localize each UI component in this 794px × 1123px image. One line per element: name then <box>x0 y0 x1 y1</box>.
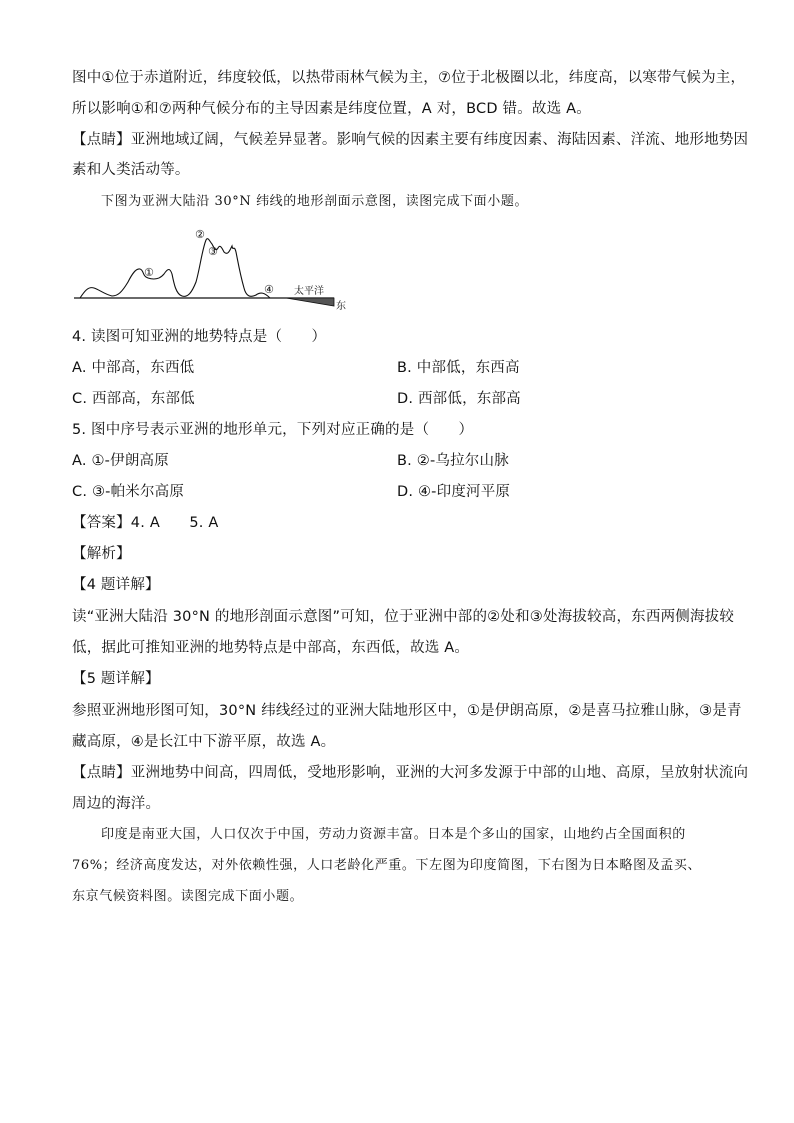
question-5-option-d[interactable]: D. ④-印度河平原 <box>397 484 511 500</box>
question-4-option-b[interactable]: B. 中部低，东西高 <box>397 360 520 376</box>
previous-tip-line-1: 【点睛】亚洲地域辽阔，气候差异显著。影响气候的因素主要有纬度因素、海陆因素、洋流、地形地势因 <box>72 132 749 148</box>
pacific-ocean-label: 太平洋 <box>294 286 324 297</box>
next-intro-line-1: 印度是南亚大国，人口仅次于中国，劳动力资源丰富。日本是个多山的国家，山地约占全国面积的 <box>101 827 686 842</box>
pacific-ocean-wedge <box>286 298 334 306</box>
marker-3: ③ <box>208 245 218 258</box>
question-5-detail-line-1: 参照亚洲地形图可知，30°N 纬线经过的亚洲大陆地形区中，①是伊朗高原，②是喜马拉雅山脉，③是青 <box>72 703 742 719</box>
terrain-profile-figure <box>72 222 362 314</box>
marker-2: ② <box>195 228 205 241</box>
question-4-option-c[interactable]: C. 西部高，东部低 <box>72 391 195 407</box>
question-4-detail-line-2: 低，据此可推知亚洲的地势特点是中部高，东西低，故选 A。 <box>72 640 470 656</box>
next-intro-line-3: 东京气候资料图。读图完成下面小题。 <box>72 889 304 904</box>
tip-line-2: 周边的海洋。 <box>72 796 161 812</box>
next-intro-line-2: 76%；经济高度发达，对外依赖性强，人口老龄化严重。下左图为印度简图，下右图为日本略图及孟买、 <box>72 858 702 873</box>
question-5-detail-line-2: 藏高原，④是长江中下游平原，故选 A。 <box>72 734 336 750</box>
east-direction-label: 东 <box>336 301 346 312</box>
marker-1: ① <box>144 266 154 279</box>
analysis-heading: 【解析】 <box>72 546 131 562</box>
question-5-detail-heading: 【5 题详解】 <box>72 671 160 687</box>
previous-analysis-line-2: 所以影响①和⑦两种气候分布的主导因素是纬度位置，A 对，BCD 错。故选 A。 <box>72 101 591 117</box>
question-5-option-a[interactable]: A. ①-伊朗高原 <box>72 453 169 469</box>
tip-line-1: 【点睛】亚洲地势中间高，四周低，受地形影响，亚洲的大河多发源于中部的山地、高原，呈放射状流向 <box>72 765 749 781</box>
question-4-detail-heading: 【4 题详解】 <box>72 577 160 593</box>
marker-4: ④ <box>264 283 274 296</box>
terrain-profile-diagram <box>72 222 362 314</box>
question-4-option-a[interactable]: A. 中部高，东西低 <box>72 360 195 376</box>
answer-line: 【答案】4. A 5. A <box>72 515 219 531</box>
previous-tip-line-2: 素和人类活动等。 <box>72 162 190 178</box>
question-5-stem: 5. 图中序号表示亚洲的地形单元，下列对应正确的是（ ） <box>72 422 474 438</box>
question-5-option-b[interactable]: B. ②-乌拉尔山脉 <box>397 453 509 469</box>
profile-intro: 下图为亚洲大陆沿 30°N 纬线的地形剖面示意图，读图完成下面小题。 <box>101 194 529 209</box>
question-5-option-c[interactable]: C. ③-帕米尔高原 <box>72 484 185 500</box>
question-4-stem: 4. 读图可知亚洲的地势特点是（ ） <box>72 329 327 345</box>
question-4-detail-line-1: 读“亚洲大陆沿 30°N 的地形剖面示意图”可知，位于亚洲中部的②处和③处海拔较高，东西两侧海拔较 <box>72 609 735 625</box>
question-4-option-d[interactable]: D. 西部低，东部高 <box>397 391 521 407</box>
previous-analysis-line-1: 图中①位于赤道附近，纬度较低，以热带雨林气候为主，⑦位于北极圈以北，纬度高，以寒带气候为主， <box>72 70 746 86</box>
